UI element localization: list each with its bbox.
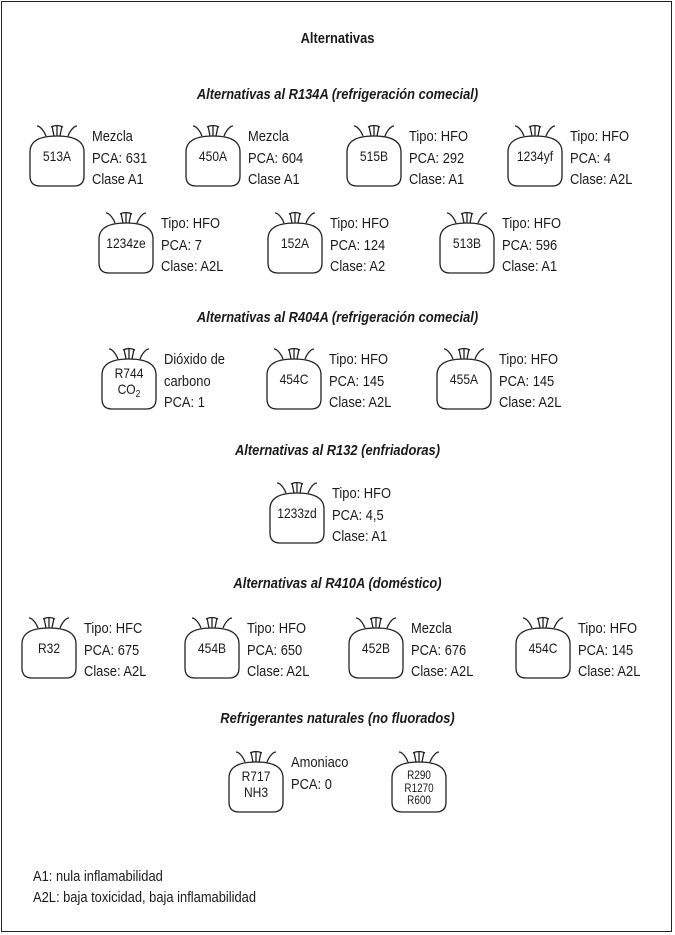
refrigerant-info xyxy=(291,752,348,795)
refrigerant-info xyxy=(84,618,146,683)
info-line: Clase: A2L xyxy=(161,258,224,275)
info-line: Clase: A2 xyxy=(330,258,386,275)
refrigerant-info xyxy=(161,213,223,278)
info-line: PCA: 675 xyxy=(84,641,140,659)
info-line: Clase A1 xyxy=(248,171,300,188)
refrigerant-item xyxy=(226,748,396,818)
info-line: PCA: 0 xyxy=(291,775,332,793)
refrigerant-item xyxy=(513,614,675,684)
section-heading: Alternativas al R132 (enfriadoras) xyxy=(234,442,441,459)
info-line: Clase: A2L xyxy=(570,171,633,188)
refrigerant-info xyxy=(502,213,561,278)
cylinder-code: 513A xyxy=(42,148,72,164)
cylinder-code: 450A xyxy=(198,148,228,164)
info-line: Clase: A2L xyxy=(578,663,641,680)
cylinder-label xyxy=(233,768,279,800)
section-heading: Alternativas al R134A (refrigeración comecial) xyxy=(196,86,479,103)
cylinder-code: R744 xyxy=(114,365,144,381)
refrigerant-item xyxy=(346,614,516,684)
info-line: Clase: A2L xyxy=(247,663,310,680)
info-line: PCA: 1 xyxy=(164,394,205,411)
info-line: Clase: A1 xyxy=(502,258,558,275)
refrigerant-info xyxy=(499,349,561,414)
cylinder-code: 454C xyxy=(279,371,309,387)
info-line: Clase: A2L xyxy=(84,663,147,680)
info-line: carbono xyxy=(164,372,211,390)
info-line: PCA: 631 xyxy=(92,149,148,167)
info-line: Tipo: HFO xyxy=(247,620,307,637)
info-line: Clase: A2L xyxy=(411,663,474,680)
refrigerant-item xyxy=(19,614,189,684)
info-line: Tipo: HFO xyxy=(409,128,469,145)
info-line: Tipo: HFC xyxy=(84,620,143,637)
cylinder-code: R717 xyxy=(241,768,271,784)
section-heading: Alternativas al R410A (doméstico) xyxy=(233,575,442,592)
formula-text: CO xyxy=(117,381,136,397)
figure-title: Alternativas xyxy=(300,30,375,47)
info-line: PCA: 596 xyxy=(502,236,558,254)
refrigerant-info xyxy=(330,213,389,278)
info-line: Clase A1 xyxy=(92,171,144,188)
refrigerant-item xyxy=(505,122,675,192)
info-line: Tipo: HFO xyxy=(330,215,390,232)
section-heading: Refrigerantes naturales (no fluorados) xyxy=(220,710,455,727)
cylinder-label xyxy=(396,770,442,808)
info-line: Dióxido de xyxy=(164,351,225,368)
refrigerant-info xyxy=(578,618,640,683)
cylinder-code: 455A xyxy=(449,371,479,387)
info-line: PCA: 124 xyxy=(330,236,386,254)
info-line: Tipo: HFO xyxy=(332,485,392,502)
info-line: PCA: 650 xyxy=(247,641,303,659)
cylinder-code: 1234yf xyxy=(516,148,554,164)
info-line: PCA: 4,5 xyxy=(332,506,384,524)
info-line: Tipo: HFO xyxy=(161,215,221,232)
refrigerant-item xyxy=(344,122,514,192)
cylinder-code: R290 xyxy=(407,770,431,782)
formula-subscript: 2 xyxy=(135,389,141,400)
info-line: Mezcla xyxy=(248,128,289,145)
cylinder-formula xyxy=(233,784,279,800)
info-line: Mezcla xyxy=(411,620,452,637)
refrigerant-item xyxy=(264,345,434,415)
info-line: Tipo: HFO xyxy=(502,215,562,232)
refrigerant-info xyxy=(409,126,468,191)
info-line: PCA: 604 xyxy=(248,149,304,167)
info-line: Clase: A1 xyxy=(409,171,465,188)
refrigerant-info xyxy=(329,349,391,414)
info-line: Clase: A2L xyxy=(499,394,562,411)
cylinder-code: 452B xyxy=(361,640,391,656)
cylinder-code: 1234ze xyxy=(106,235,146,251)
refrigerant-info xyxy=(570,126,632,191)
refrigerant-item xyxy=(437,209,607,279)
cylinder-code: R1270 xyxy=(404,782,434,795)
info-line: Amoniaco xyxy=(291,754,349,771)
refrigerant-info xyxy=(164,349,225,414)
refrigerant-item xyxy=(96,209,266,279)
info-line: PCA: 145 xyxy=(499,372,555,390)
info-line: PCA: 145 xyxy=(329,372,385,390)
info-line: PCA: 292 xyxy=(409,149,465,167)
refrigerant-info xyxy=(411,618,473,683)
info-line: Tipo: HFO xyxy=(329,351,389,368)
info-line: PCA: 4 xyxy=(570,149,611,167)
refrigerant-item xyxy=(265,209,435,279)
cylinder-code: 1233zd xyxy=(277,505,317,521)
info-line: PCA: 676 xyxy=(411,641,467,659)
legend-a1: A1: nula inflamabilidad xyxy=(33,868,163,885)
refrigerant-item xyxy=(434,345,604,415)
refrigerant-item xyxy=(183,122,353,192)
cylinder-code: R32 xyxy=(37,640,61,656)
cylinder-code: 515B xyxy=(359,148,389,164)
info-line: Clase: A2L xyxy=(329,394,392,411)
info-line: Clase: A1 xyxy=(332,528,388,545)
section-heading: Alternativas al R404A (refrigeración comecial) xyxy=(196,309,479,326)
refrigerant-item xyxy=(99,345,269,415)
cylinder-code: 454C xyxy=(528,640,558,656)
refrigerant-item xyxy=(267,479,437,549)
legend-a2l: A2L: baja toxicidad, baja inflamabilidad xyxy=(33,889,257,906)
cylinder-code: 152A xyxy=(280,235,310,251)
cylinder-formula xyxy=(106,381,152,403)
cylinder-code: R600 xyxy=(407,795,431,807)
refrigerant-info xyxy=(92,126,147,191)
formula-text: NH3 xyxy=(243,784,269,800)
info-line: Tipo: HFO xyxy=(499,351,559,368)
refrigerant-item xyxy=(27,122,197,192)
refrigerant-item xyxy=(389,748,559,818)
refrigerant-info xyxy=(332,483,391,548)
refrigerant-info xyxy=(247,618,309,683)
cylinder-label xyxy=(106,365,152,403)
info-line: PCA: 7 xyxy=(161,236,202,254)
refrigerant-info xyxy=(248,126,303,191)
info-line: Tipo: HFO xyxy=(578,620,638,637)
info-line: Mezcla xyxy=(92,128,133,145)
refrigerant-item xyxy=(182,614,352,684)
info-line: Tipo: HFO xyxy=(570,128,630,145)
cylinder-code: 513B xyxy=(452,235,482,251)
cylinder-code: 454B xyxy=(197,640,227,656)
info-line: PCA: 145 xyxy=(578,641,634,659)
